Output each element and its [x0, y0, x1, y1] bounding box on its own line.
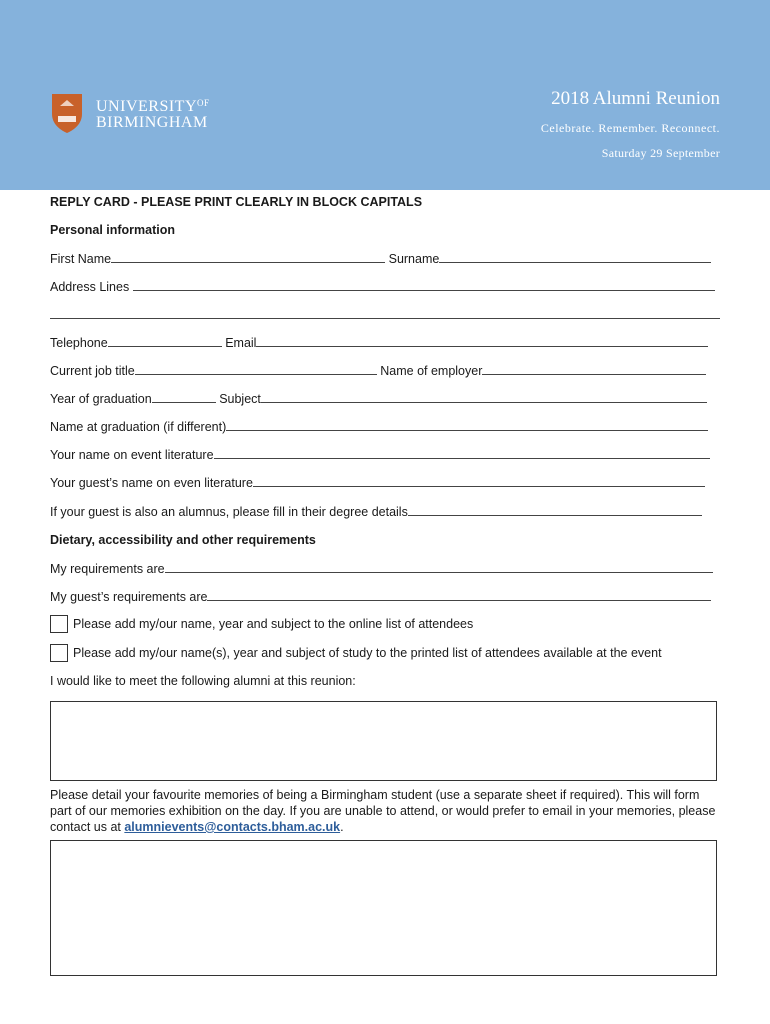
event-tagline: Celebrate. Remember. Reconnect.	[540, 121, 720, 135]
surname-label: Surname	[388, 252, 440, 266]
guest-alumnus-label: If your guest is also an alumnus, please fill in their degree details	[50, 505, 408, 519]
reply-card-heading: REPLY CARD - PLEASE PRINT CLEARLY IN BLOCK CAPITALS	[50, 195, 423, 209]
guest-alumnus-row	[50, 504, 702, 520]
grad-name-row	[50, 419, 708, 435]
email-label: Email	[225, 336, 257, 350]
grad-year-field[interactable]	[152, 391, 216, 403]
university-name-line2: BIRMINGHAM	[96, 114, 208, 131]
address-row	[50, 279, 715, 295]
meet-alumni-label: I would like to meet the following alumni at this reunion:	[50, 674, 356, 688]
alumni-events-email-link[interactable]: alumnievents@contacts.bham.ac.uk	[124, 820, 341, 834]
printed-list-checkbox[interactable]	[50, 644, 68, 662]
guest-name-row	[50, 475, 705, 491]
guest-alumnus-field[interactable]	[408, 504, 702, 516]
employer-label: Name of employer	[380, 364, 483, 378]
university-logo	[50, 92, 210, 134]
online-list-checkbox[interactable]	[50, 615, 68, 633]
guest-name-label: Your guest’s name on even literature	[50, 476, 253, 490]
guest-requirements-row	[50, 589, 711, 605]
name-row	[50, 251, 711, 267]
meet-alumni-textbox[interactable]	[50, 701, 717, 781]
job-title-label: Current job title	[50, 364, 135, 378]
event-name-label: Your name on event literature	[50, 448, 214, 462]
guest-requirements-label: My guest’s requirements are	[50, 590, 208, 604]
printed-list-option	[50, 644, 662, 662]
memories-textbox[interactable]	[50, 840, 717, 976]
memories-text: Please detail your favourite memories of being a Birmingham student (use a separate sheet if required). This will form part of our memories exhibition on the day. If you are unable to attend, or would prefer to email in your memories, please contact us at	[50, 788, 716, 834]
name-at-grad-field[interactable]	[226, 419, 708, 431]
my-requirements-label: My requirements are	[50, 562, 165, 576]
graduation-row	[50, 391, 707, 407]
job-row	[50, 363, 706, 379]
address-label: Address Lines	[50, 280, 130, 294]
email-field[interactable]	[256, 335, 708, 347]
header-banner	[0, 0, 770, 190]
online-list-label: Please add my/our name, year and subject to the online list of attendees	[73, 617, 474, 631]
printed-list-label: Please add my/our name(s), year and subject of study to the printed list of attendees available at the event	[73, 646, 662, 660]
university-name-of: OF	[197, 98, 210, 108]
telephone-field[interactable]	[108, 335, 222, 347]
first-name-label: First Name	[50, 252, 112, 266]
subject-field[interactable]	[261, 391, 707, 403]
shield-icon	[50, 92, 84, 134]
dietary-heading: Dietary, accessibility and other requirements	[50, 533, 316, 547]
contact-row	[50, 335, 708, 351]
surname-field[interactable]	[439, 251, 711, 263]
event-date: Saturday 29 September	[601, 146, 720, 160]
subject-label: Subject	[219, 392, 261, 406]
personal-info-heading: Personal information	[50, 223, 176, 237]
event-name-row	[50, 447, 710, 463]
job-title-field[interactable]	[135, 363, 377, 375]
first-name-field[interactable]	[111, 251, 385, 263]
university-name-line1: UNIVERSITY	[96, 98, 197, 115]
my-requirements-row	[50, 561, 713, 577]
telephone-label: Telephone	[50, 336, 108, 350]
address-field-2[interactable]	[50, 307, 720, 319]
employer-field[interactable]	[482, 363, 706, 375]
guest-requirements-field[interactable]	[207, 589, 711, 601]
guest-name-field[interactable]	[253, 475, 705, 487]
online-list-option	[50, 615, 473, 633]
grad-year-label: Year of graduation	[50, 392, 152, 406]
my-requirements-field[interactable]	[165, 561, 713, 573]
event-title: 2018 Alumni Reunion	[551, 88, 720, 109]
memories-end: .	[340, 820, 344, 834]
name-at-grad-label: Name at graduation (if different)	[50, 420, 227, 434]
memories-instructions	[50, 787, 720, 835]
event-name-field[interactable]	[214, 447, 710, 459]
address-field-1[interactable]	[133, 279, 715, 291]
address-row-2	[50, 307, 720, 323]
